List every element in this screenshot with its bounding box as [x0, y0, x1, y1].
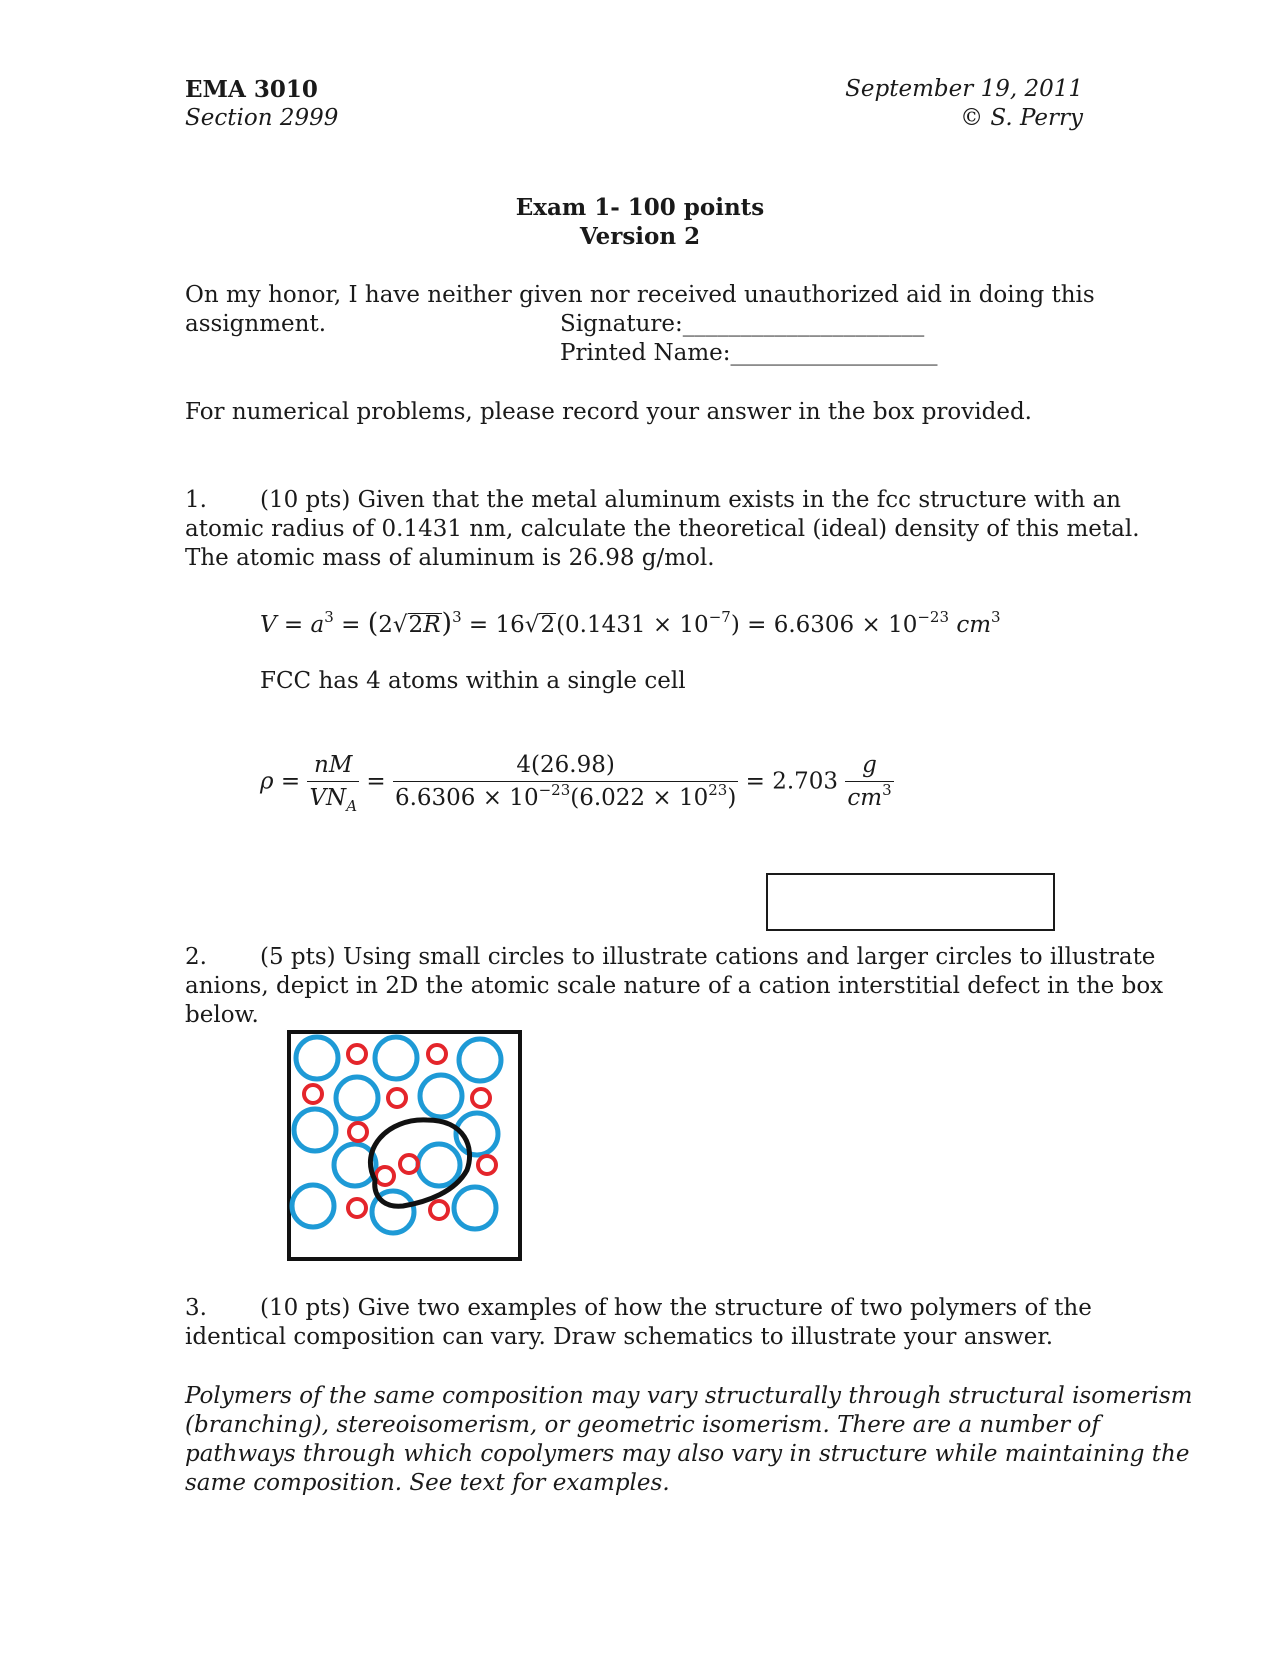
q3-answer-line4: same composition. See text for examples. [185, 1470, 670, 1496]
exam-date: September 19, 2011 [845, 76, 1083, 102]
q2-text-line3: below. [185, 1002, 259, 1028]
q2-number: 2. [185, 944, 207, 970]
volume-equation: $V = a^3 = (2√2R)^3 = 16√2(0.1431 \times 10^{-7}) = 6.6306 \times 10^{-23}$ $cm^3$ [260, 608, 1001, 639]
exam-version: Version 2 [579, 223, 701, 250]
q1-text-line2: atomic radius of 0.1431 nm, calculate the theoretical (ideal) density of this metal. [185, 516, 1140, 542]
printed-name-blank: __________________ [730, 340, 938, 366]
fcc-note: FCC has 4 atoms within a single cell [260, 668, 686, 694]
printed-name-field[interactable] [560, 339, 938, 368]
section-number: Section 2999 [185, 105, 339, 131]
density-fraction-2: $\frac{4(26.98)}{6.6306 \times 10^{-23}(6.022 \times 10^{23})}$ [394, 752, 737, 811]
q2-text-line1: (5 pts) Using small circles to illustrate cations and larger circles to illustrate [260, 944, 1156, 970]
signature-label: Signature: [560, 311, 683, 337]
q1-text-line3: The atomic mass of aluminum is 26.98 g/mol. [185, 545, 715, 571]
signature-field[interactable] [560, 310, 924, 339]
honor-statement-line2: assignment. [185, 311, 326, 337]
instructions: For numerical problems, please record your answer in the box provided. [185, 399, 1032, 425]
q3-answer-line2: (branching), stereoisomerism, or geometric isomerism. There are a number of [185, 1412, 1100, 1438]
q3-answer-line1: Polymers of the same composition may vary structurally through structural isomerism [185, 1383, 1193, 1409]
q3-answer-line3: pathways through which copolymers may also vary in structure while maintaining the [185, 1441, 1190, 1467]
q3-text-line2: identical composition can vary. Draw schematics to illustrate your answer. [185, 1324, 1054, 1350]
q1-answer-box[interactable] [766, 873, 1055, 931]
density-fraction-1: $\frac{nM}{VN_A}$ [309, 752, 358, 815]
q3-number: 3. [185, 1295, 207, 1321]
q2-text-line2: anions, depict in 2D the atomic scale nature of a cation interstitial defect in the box [185, 973, 1164, 999]
printed-name-label: Printed Name: [560, 340, 731, 366]
q3-text-line1: (10 pts) Give two examples of how the structure of two polymers of the [260, 1295, 1092, 1321]
density-equation: ρ = $\frac{nM}{VN_A}$ = $\frac{4(26.98)}{6.6306 \times 10^{-23}(6.022 \times 10^{23})}$ = 2.703 $\frac{g}{cm^3}$ [260, 752, 892, 815]
q1-text-line1: (10 pts) Given that the metal aluminum exists in the fcc structure with an [260, 487, 1121, 513]
q1-number: 1. [185, 487, 207, 513]
course-code: EMA 3010 [185, 76, 318, 103]
honor-statement-line1: On my honor, I have neither given nor received unauthorized aid in doing this [185, 282, 1095, 308]
exam-title: Exam 1- 100 points [515, 194, 765, 221]
interstitial-defect-drawing[interactable] [287, 1030, 523, 1262]
copyright-notice: © S. Perry [960, 105, 1083, 131]
density-unit-fraction: $\frac{g}{cm^3}$ [847, 752, 892, 811]
signature-blank: _____________________ [682, 311, 925, 337]
